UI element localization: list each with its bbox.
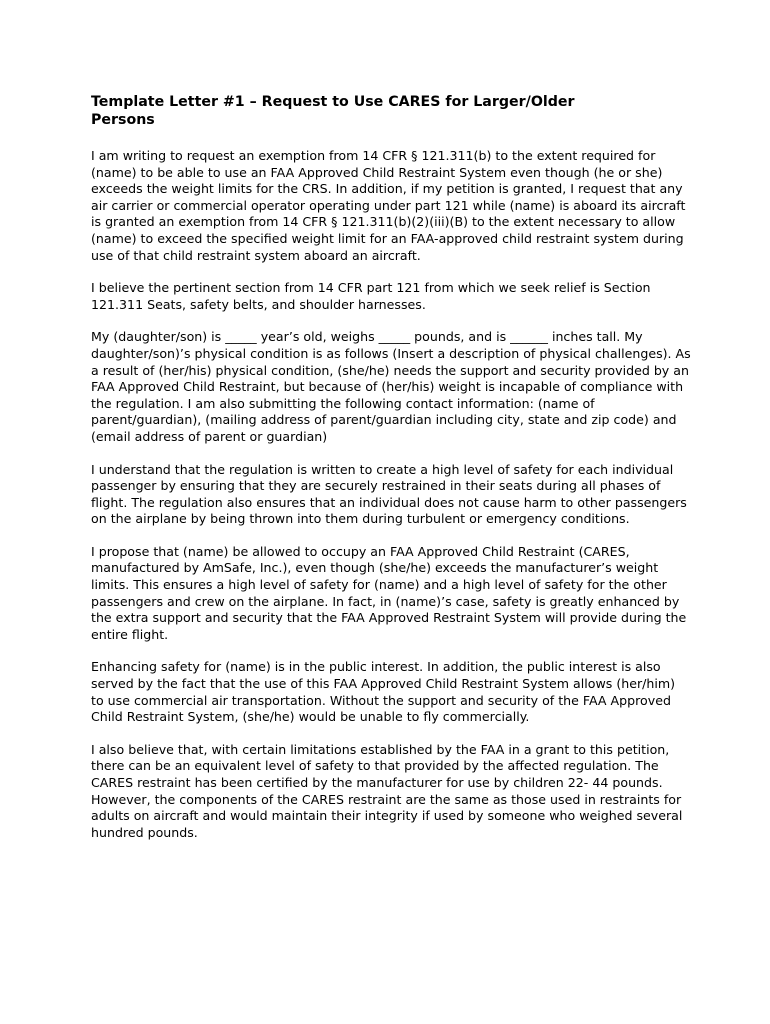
paragraph-equivalent-safety: I also believe that, with certain limitations established by the FAA in a grant to this petition, there can be an equivalent level of safety to that provided by the affected regulation. The CARES restraint has been certified by the manufacturer for use by children 22- 44 pounds. However, the components of the CARES restraint are the same as those used in restraints for adults on aircraft and would maintain their integrity if used by someone who weighed several hundred pounds. bbox=[91, 741, 683, 840]
letter-page bbox=[91, 93, 691, 857]
paragraph-physical-condition: My (daughter/son) is _____ year’s old, weighs _____ pounds, and is ______ inches tall. My daughter/son)’s physical condition is as follows (Insert a description of physical challenges). As a result of (her/his) physical condition, (she/he) needs the support and security provided by an FAA Approved Child Restraint, but because of (her/his) weight is incapable of compliance with the regulation. I am also submitting the following contact information: (name of parent/guardian), (mailing address of parent/guardian including city, state and zip code) and (email address of parent or guardian) bbox=[91, 329, 691, 444]
letter-title: Template Letter #1 – Request to Use CARES for Larger/Older Persons bbox=[91, 94, 575, 128]
paragraph-public-interest: Enhancing safety for (name) is in the public interest. In addition, the public interest is also served by the fact that the use of this FAA Approved Child Restraint System allows (her/him) to use commercial air transportation. Without the support and security of the FAA Approved Child Restraint System, (she/he) would be unable to fly commercially. bbox=[91, 659, 676, 725]
paragraph-proposal: I propose that (name) be allowed to occupy an FAA Approved Child Restraint (CARES, manufactured by AmSafe, Inc.), even though (she/he) exceeds the manufacturer’s weight limits. This ensures a high level of safety for (name) and a high level of safety for the other passengers and crew on the airplane. In fact, in (name)’s case, safety is greatly enhanced by the extra support and security that the FAA Approved Restraint System will provide during the entire flight. bbox=[91, 543, 687, 642]
paragraph-pertinent-section: I believe the pertinent section from 14 CFR part 121 from which we seek relief is Section 121.311 Seats, safety belts, and shoulder harnesses. bbox=[91, 280, 651, 312]
paragraph-exemption-request: I am writing to request an exemption from 14 CFR § 121.311(b) to the extent required for (name) to be able to use an FAA Approved Child Restraint System even though (he or she) exceeds the weight limits for the CRS. In addition, if my petition is granted, I request that any air carrier or commercial operator operating under part 121 while (name) is aboard its aircraft is granted an exemption from 14 CFR § 121.311(b)(2)(iii)(B) to the extent necessary to allow (name) to exceed the specified weight limit for an FAA-approved child restraint system during use of that child restraint system aboard an aircraft. bbox=[91, 148, 686, 263]
paragraph-regulation-purpose: I understand that the regulation is written to create a high level of safety for each individual passenger by ensuring that they are securely restrained in their seats during all phases of flight. The regulation also ensures that an individual does not cause harm to other passengers on the airplane by being thrown into them during turbulent or emergency conditions. bbox=[91, 461, 687, 527]
